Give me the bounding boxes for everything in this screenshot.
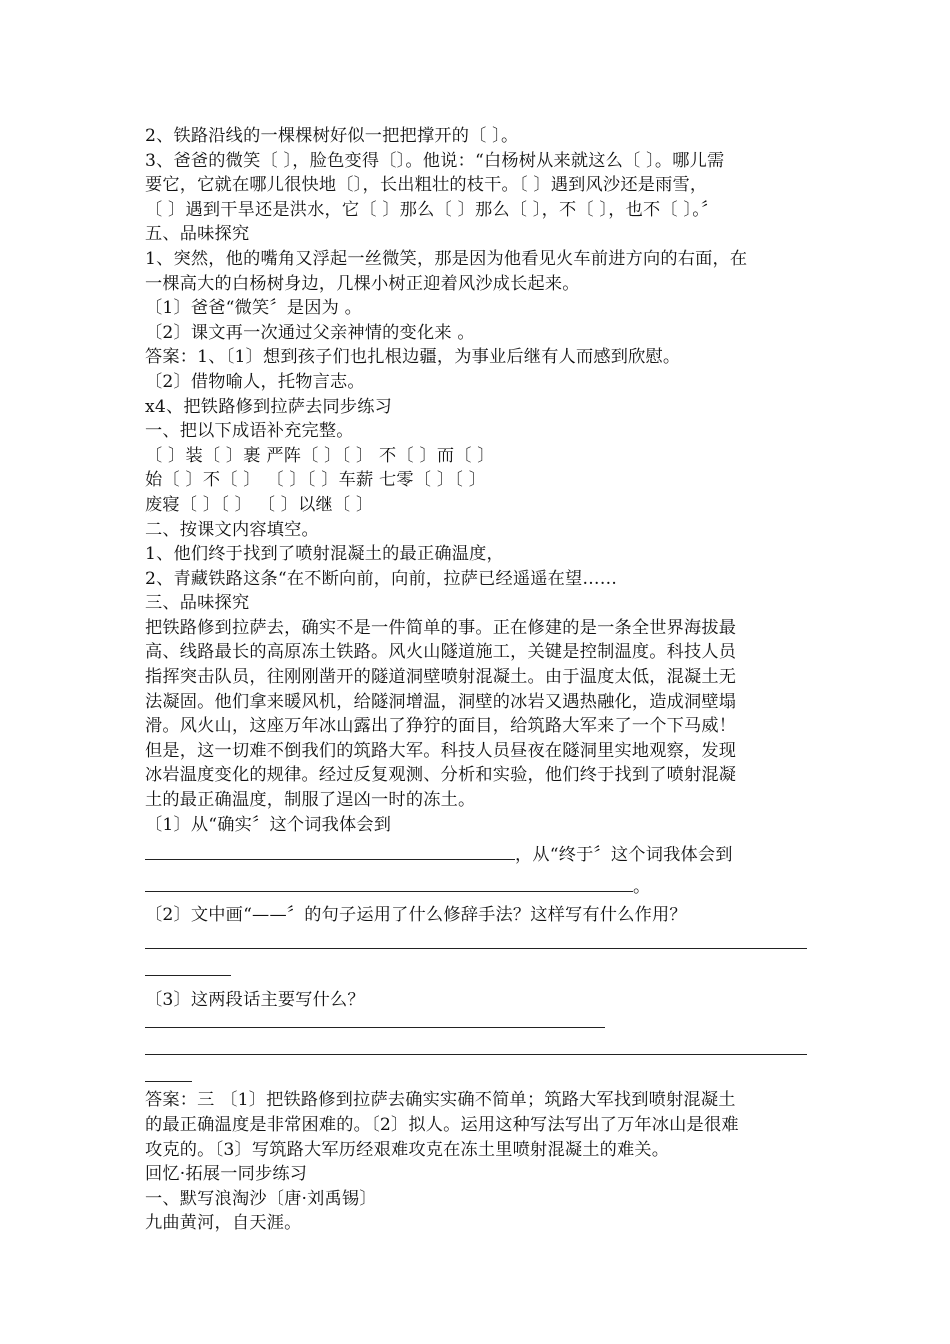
answer-line: 答案：1、〔1〕想到孩子们也扎根边疆，为事业后继有人而感到欣慰。 bbox=[145, 347, 681, 368]
text-line: 〔 〕遇到干旱还是洪水，它〔 〕那么〔 〕那么〔 〕，不〔 〕，也不〔 〕。〞 bbox=[145, 199, 719, 220]
q1-blank-line-1 bbox=[145, 837, 807, 873]
answer-line: 攻克的。〔3〕写筑路大军历经艰难攻克在冻土里喷射混凝土的难关。 bbox=[145, 1139, 670, 1160]
idiom-line: 始〔 〕不〔 〕 〔 〕〔 〕车薪 七零〔 〕〔 〕 bbox=[145, 470, 487, 491]
section-heading: 三、品味探究 bbox=[145, 593, 250, 614]
text-line: 1、突然，他的嘴角又浮起一丝微笑，那是因为他看见火车前进方向的右面，在 bbox=[145, 248, 748, 269]
section-heading: 五、品味探究 bbox=[145, 224, 250, 245]
text-line: 1、他们终于找到了喷射混凝土的最正确温度， bbox=[145, 544, 504, 565]
section-heading: 一、默写浪淘沙〔唐·刘禹锡〕 bbox=[145, 1188, 377, 1209]
document-page bbox=[145, 124, 807, 1236]
answer-line: 答案：三 〔1〕把铁路修到拉萨去确实实确不简单；筑路大军找到喷射混凝土 bbox=[145, 1090, 736, 1111]
text-line: 3、爸爸的微笑〔 〕，脸色变得〔〕。他说：“白杨树从来就这么〔 〕。哪儿需 bbox=[145, 150, 725, 171]
section-heading: 回忆·拓展一同步练习 bbox=[145, 1164, 308, 1185]
section-heading: x4、把铁路修到拉萨去同步练习 bbox=[145, 396, 393, 417]
text-line: 2、青藏铁路这条“在不断向前，向前，拉萨已经遥遥在望…… bbox=[145, 568, 618, 589]
text-line: 2、铁路沿线的一棵棵树好似一把把撑开的〔 〕。 bbox=[145, 126, 519, 146]
passage-line: 把铁路修到拉萨去，确实不是一件简单的事。正在修建的是一条全世界海拔最 bbox=[145, 617, 737, 638]
idiom-line: 〔 〕装〔 〕裹 严阵〔 〕〔 〕 不〔 〕而〔 〕 bbox=[145, 445, 495, 466]
answer-blank[interactable] bbox=[145, 873, 633, 892]
text-line: 一棵高大的白杨树身边，几棵小树正迎着风沙成长起来。 bbox=[145, 273, 580, 294]
text-line: 〔1〕爸爸“微笑〞是因为 。 bbox=[145, 298, 363, 319]
passage-line: 指挥突击队员，往刚刚凿开的隧道洞壁喷射混凝土。由于温度太低，混凝土无 bbox=[145, 667, 737, 688]
question-1: 〔1〕从“确实〞这个词我体会到 bbox=[145, 814, 392, 835]
q1-end: 。 bbox=[633, 877, 651, 898]
section-heading: 二、按课文内容填空。 bbox=[145, 519, 319, 540]
passage-line: 但是，这一切难不倒我们的筑路大军。科技人员昼夜在隧洞里实地观察，发现 bbox=[145, 740, 737, 761]
text-line: 要它，它就在哪儿很快地〔〕，长出粗壮的枝干。〔 〕遇到风沙还是雨雪， bbox=[145, 175, 708, 196]
q1-blank-line-2 bbox=[145, 873, 807, 898]
question-2: 〔2〕文中画“——〞的句子运用了什么修辞手法？这样写有什么作用？ bbox=[145, 905, 687, 926]
text-line: 〔2〕课文再一次通过父亲神情的变化来 。 bbox=[145, 322, 475, 343]
answer-line: 〔2〕借物喻人，托物言志。 bbox=[145, 371, 365, 392]
passage-line: 土的最正确温度，制服了逞凶一时的冻土。 bbox=[145, 790, 476, 811]
section-heading: 一、把以下成语补充完整。 bbox=[145, 421, 354, 442]
poem-line: 九曲黄河，自天涯。 bbox=[145, 1213, 302, 1234]
passage-line: 滑。风火山，这座万年冰山露出了狰狞的面目，给筑路大军来了一个下马威！ bbox=[145, 716, 737, 737]
passage-line: 法凝固。他们拿来暖风机，给隧洞增温，洞壁的冰岩又遇热融化，造成洞壁塌 bbox=[145, 691, 737, 712]
answer-blank[interactable] bbox=[145, 841, 515, 860]
answer-blank[interactable] bbox=[145, 975, 231, 976]
q1-suffix: ，从“终于〞这个词我体会到 bbox=[515, 845, 733, 866]
passage-line: 高、线路最长的高原冻土铁路。风火山隧道施工，关键是控制温度。科技人员 bbox=[145, 642, 737, 663]
answer-line: 的最正确温度是非常困难的。〔2〕拟人。运用这种写法写出了万年冰山是很难 bbox=[145, 1115, 739, 1135]
question-3: 〔3〕这两段话主要写什么？ bbox=[145, 989, 365, 1010]
passage-line: 冰岩温度变化的规律。经过反复观测、分析和实验，他们终于找到了喷射混凝 bbox=[145, 765, 737, 786]
idiom-line: 废寝〔 〕〔 〕 〔 〕以继〔 〕 bbox=[145, 494, 374, 515]
